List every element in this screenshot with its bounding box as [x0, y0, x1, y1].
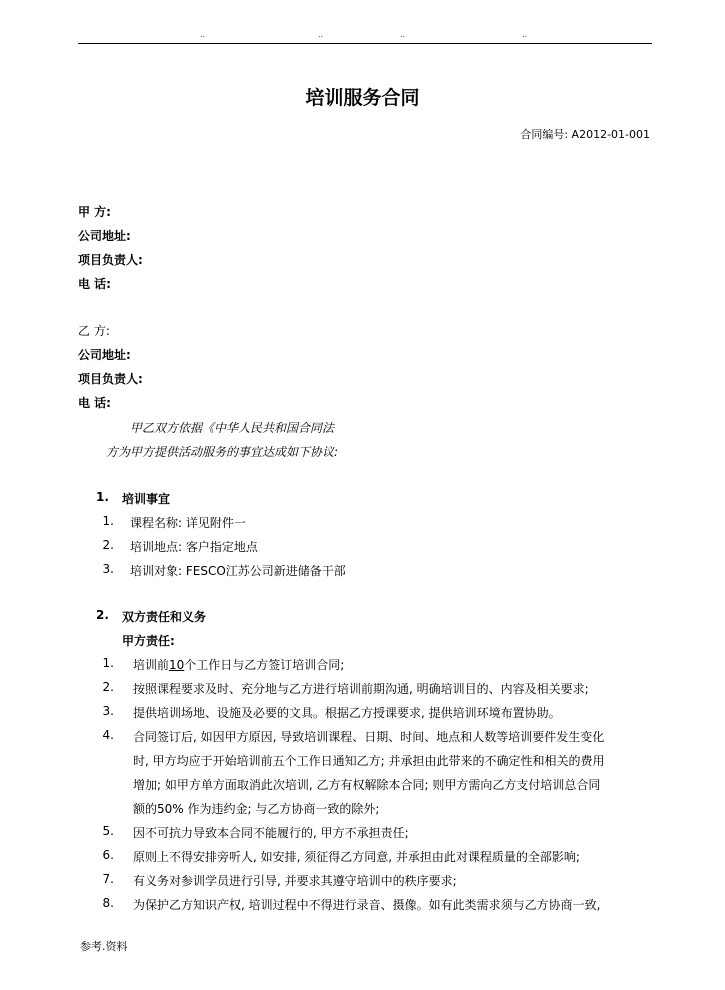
- section-2-item-text: 因不可抗力导致本合同不能履行的, 甲方不承担责任;: [133, 826, 409, 840]
- intro-line-2: 方为甲方提供活动服务的事宜达成如下协议:: [106, 445, 339, 459]
- section-1-item-number: 3.: [102, 562, 114, 576]
- header-dots: ..: [522, 30, 528, 39]
- page-footer: 参考.资料: [80, 940, 128, 953]
- item1-suffix: 个工作日与乙方签订培训合同;: [184, 658, 345, 672]
- section-2-item-number: 6.: [102, 848, 114, 862]
- section-2-number: 2.: [96, 608, 109, 622]
- section-2-item-number: 2.: [102, 680, 114, 694]
- header-dots: ..: [400, 30, 406, 39]
- party-b-manager: 项目负责人:: [78, 372, 143, 386]
- section-2-item-text-line: 合同签订后, 如因甲方原因, 导致培训课程、日期、时间、地点和人数等培训要件发生变化: [133, 730, 605, 744]
- section-1-number: 1.: [96, 490, 109, 504]
- section-1-item-text: 培训地点: 客户指定地点: [130, 540, 258, 554]
- party-a-address: 公司地址:: [78, 229, 131, 243]
- section-2-item-text: 提供培训场地、设施及必要的文具。根据乙方授课要求, 提供培训环境布置协助。: [133, 706, 561, 720]
- header-dots: ..: [318, 30, 324, 39]
- party-a-phone: 电 话:: [78, 277, 111, 291]
- section-2-title: 双方责任和义务: [122, 610, 207, 624]
- section-1-item-number: 1.: [102, 514, 114, 528]
- section-2-item-number: 4.: [102, 728, 114, 742]
- section-2-item-number: 7.: [102, 872, 114, 886]
- section-2-item-text-line: 额的50% 作为违约金; 与乙方协商一致的除外;: [133, 802, 380, 816]
- section-2-item-text-line: 时, 甲方均应于开始培训前五个工作日通知乙方; 并承担由此带来的不确定性和相关的费用: [133, 754, 605, 768]
- item1-prefix: 培训前: [133, 658, 170, 672]
- section-2-item-text-line: 增加; 如甲方单方面取消此次培训, 乙方有权解除本合同; 则甲方需向乙方支付培训总合同: [133, 778, 601, 792]
- party-a-manager: 项目负责人:: [78, 253, 143, 267]
- party-a-responsibility-heading: 甲方责任:: [122, 634, 175, 648]
- section-2-item-text: 为保护乙方知识产权, 培训过程中不得进行录音、摄像。如有此类需求须与乙方协商一致,: [133, 898, 601, 912]
- intro-line-1: 甲乙双方依据《中华人民共和国合同法: [130, 421, 335, 435]
- section-2-item-number: 1.: [102, 656, 114, 670]
- section-1-item-number: 2.: [102, 538, 114, 552]
- section-2-item-number: 3.: [102, 704, 114, 718]
- section-2-item-text: 原则上不得安排旁听人, 如安排, 须征得乙方同意, 并承担由此对课程质量的全部影响;: [133, 850, 580, 864]
- section-2-item-number: 5.: [102, 824, 114, 838]
- party-b-phone: 电 话:: [78, 396, 111, 410]
- party-b-address: 公司地址:: [78, 348, 131, 362]
- document-title: 培训服务合同: [305, 87, 420, 109]
- item1-days: 10: [169, 658, 185, 672]
- section-2-item-text: 有义务对参训学员进行引导, 并要求其遵守培训中的秩序要求;: [133, 874, 457, 888]
- header-rule: [78, 43, 652, 44]
- section-1-title: 培训事宜: [122, 492, 171, 506]
- section-2-item-text: 按照课程要求及时、充分地与乙方进行培训前期沟通, 明确培训目的、内容及相关要求;: [133, 682, 589, 696]
- section-1-item-text: 培训对象: FESCO江苏公司新进储备干部: [130, 564, 346, 578]
- party-a-name: 甲 方:: [78, 205, 111, 219]
- section-1-item-text: 课程名称: 详见附件一: [130, 516, 246, 530]
- party-b-name: 乙 方:: [78, 324, 110, 338]
- header-dots: ..: [200, 30, 206, 39]
- section-2-item-number: 8.: [102, 896, 114, 910]
- contract-number: 合同编号: A2012-01-001: [520, 128, 650, 141]
- section-2-item-text: [133, 656, 344, 673]
